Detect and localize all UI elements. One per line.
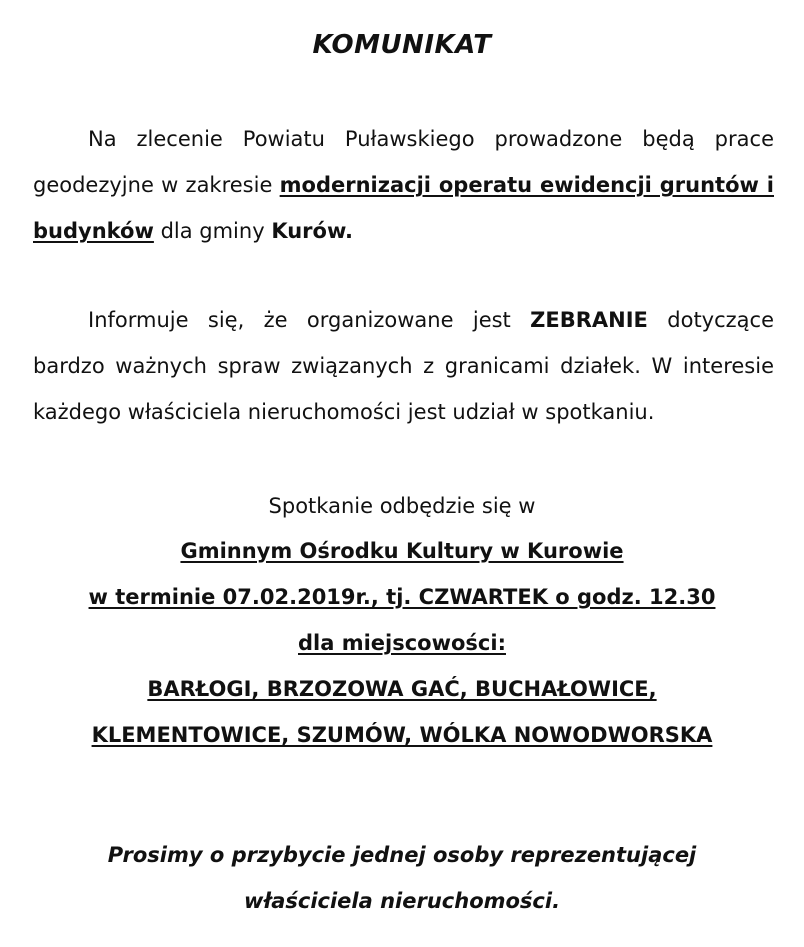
page-title: KOMUNIKAT (312, 30, 492, 60)
paragraph1-municipality: Kurów. (271, 219, 353, 243)
paragraph-survey-work (33, 116, 774, 254)
paragraph1-text-1: Na zlecenie Powiatu Puławskiego prowadzone będą prace geodezyjne w zakresie (33, 127, 774, 197)
meeting-localities-text-1: BARŁOGI, BRZOZOWA GAĆ, BUCHAŁOWICE, (147, 677, 657, 701)
meeting-localities-text-2: KLEMENTOWICE, SZUMÓW, WÓLKA NOWODWORSKA (91, 723, 713, 747)
meeting-localities-line-2 (0, 712, 804, 758)
closing-line-2: właściciela nieruchomości. (243, 889, 561, 913)
closing-note (0, 832, 804, 924)
paragraph1-bold-underlined: modernizacji operatu ewidencji gruntów i budynków (33, 173, 774, 243)
paragraph2-text-1: Informuje się, że organizowane jest (88, 308, 531, 332)
meeting-localities-label-text: dla miejscowości: (298, 631, 506, 655)
meeting-details (0, 528, 804, 758)
meeting-localities-line-1 (0, 666, 804, 712)
meeting-date (0, 574, 804, 620)
meeting-date-text: w terminie 07.02.2019r., tj. CZWARTEK o godz. 12.30 (88, 585, 716, 609)
paragraph2-bold: ZEBRANIE (530, 308, 648, 332)
paragraph1-text-2: dla gminy (153, 219, 272, 243)
meeting-localities-label (0, 620, 804, 666)
closing-line-1: Prosimy o przybycie jednej osoby reprezentującej (107, 843, 697, 867)
meeting-venue-text: Gminnym Ośrodku Kultury w Kurowie (180, 539, 624, 563)
paragraph-meeting-info (33, 297, 774, 435)
meeting-intro: Spotkanie odbędzie się w (268, 494, 536, 518)
paragraph2-text-2: dotyczące bardzo ważnych spraw związanych z granicami działek. W interesie każdego właściciela nieruchomości jest udział w spotkaniu. (33, 308, 775, 424)
meeting-venue (0, 528, 804, 574)
